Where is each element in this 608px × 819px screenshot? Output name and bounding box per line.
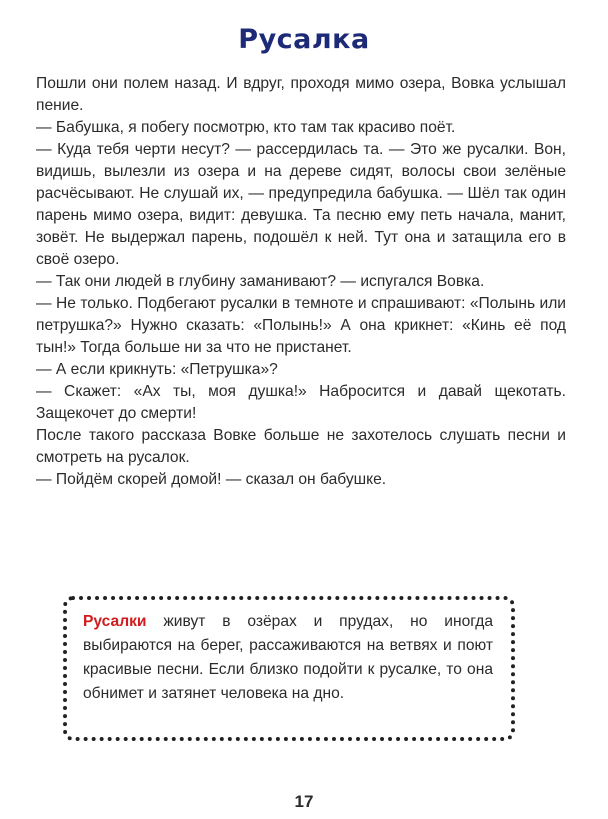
callout-term: Русалки (83, 613, 147, 630)
story-paragraph: Пошли они полем назад. И вдруг, проходя мимо озера, Вовка услышал пение. (36, 75, 566, 114)
story-paragraph: — Куда тебя черти несут? — рассердилась та. — Это же русалки. Вон, видишь, вылезли из озера и на дереве сидят, волосы свои зелёные расчёсывают. Не слушай их, — предупредила бабушка. — Шёл так один парень мимо озера, видит: девушка. Та песню ему петь начала, манит, зовёт. Не выдержал парень, подошёл к ней. Тут она и затащила его в своё озеро. (36, 141, 566, 268)
callout-body: живут в озёрах и прудах, но иногда выбираются на берег, рассаживаются на ветвях и поют красивые песни. Если близко подойти к русалке, то она обнимет и затянет человека на дно. (83, 613, 493, 702)
page-title: Русалка (238, 24, 370, 55)
story-paragraph: — А если крикнуть: «Петрушка»? (36, 361, 278, 378)
story-text (36, 73, 566, 491)
page-number: 17 (294, 792, 314, 811)
info-callout-box (63, 596, 515, 741)
story-paragraph: — Бабушка, я побегу посмотрю, кто там так красиво поёт. (36, 119, 456, 136)
story-paragraph: После такого рассказа Вовке больше не захотелось слушать песни и смотреть на русалок. (36, 427, 566, 466)
story-paragraph: — Скажет: «Ах ты, моя душка!» Набросится и давай щекотать. Защекочет до смерти! (36, 383, 566, 422)
story-paragraph: — Пойдём скорей домой! — сказал он бабушке. (36, 471, 387, 488)
callout-text (83, 610, 493, 706)
story-paragraph: — Не только. Подбегают русалки в темноте и спрашивают: «Полынь или петрушка?» Нужно сказать: «Полынь!» А она крикнет: «Кинь её под тын!» Тогда больше ни за что не пристанет. (36, 295, 566, 356)
story-paragraph: — Так они людей в глубину заманивают? — испугался Вовка. (36, 273, 485, 290)
